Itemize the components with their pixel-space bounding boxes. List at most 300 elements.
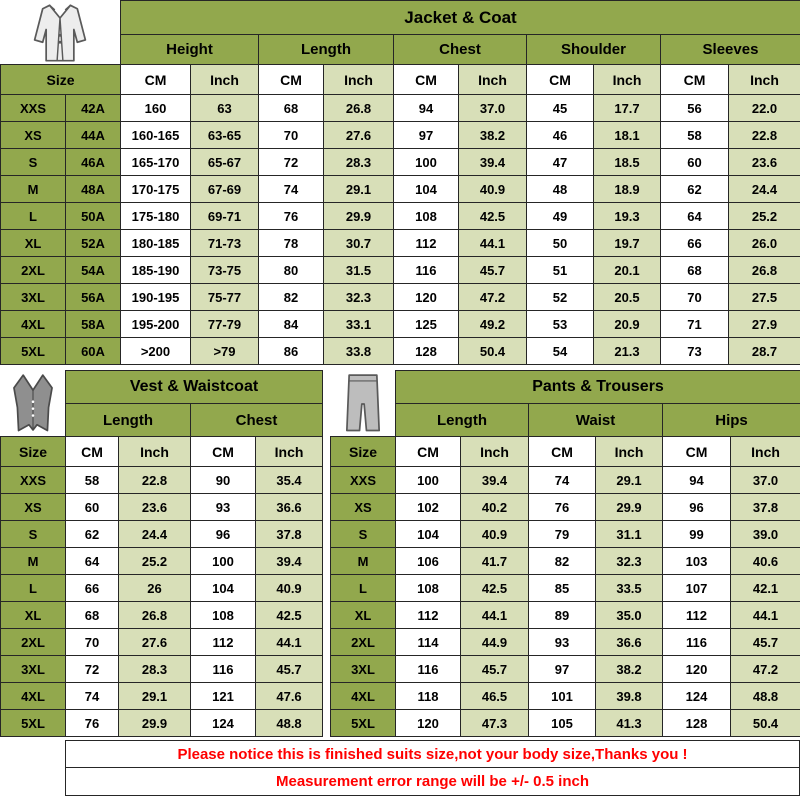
table-row — [1, 230, 800, 257]
notice-box — [65, 740, 800, 796]
table-row — [331, 521, 800, 548]
table-row — [1, 338, 800, 365]
value-cell: 37.0 — [731, 467, 800, 494]
value-cell: 107 — [663, 575, 731, 602]
value-cell: 50 — [527, 230, 594, 257]
value-cell: 82 — [529, 548, 596, 575]
value-cell: 38.2 — [459, 122, 527, 149]
cm-header: CM — [191, 437, 256, 467]
notice-line-2: Measurement error range will be +/- 0.5 inch — [65, 768, 800, 796]
value-cell: 66 — [66, 575, 119, 602]
value-cell: 70 — [661, 284, 729, 311]
value-cell: 47.6 — [256, 683, 323, 710]
value-cell: 63-65 — [191, 122, 259, 149]
size-cell: 4XL — [1, 683, 66, 710]
value-cell: 100 — [191, 548, 256, 575]
jacket-unit-row — [1, 65, 800, 95]
value-cell: 39.0 — [731, 521, 800, 548]
inch-header: Inch — [191, 65, 259, 95]
value-cell: 47 — [527, 149, 594, 176]
value-cell: 45.7 — [256, 656, 323, 683]
size-cell: 5XL — [1, 710, 66, 737]
vest-size-table — [0, 370, 323, 737]
size-cell: 5XL — [1, 338, 66, 365]
group-header-chest: Chest — [191, 404, 323, 437]
value-cell: 128 — [394, 338, 459, 365]
value-cell: 68 — [66, 602, 119, 629]
size-cell: L — [331, 575, 396, 602]
value-cell: 45.7 — [459, 257, 527, 284]
value-cell: 62 — [66, 521, 119, 548]
value-cell: 25.2 — [729, 203, 800, 230]
table-row — [1, 494, 323, 521]
value-cell: 96 — [191, 521, 256, 548]
value-cell: 40.2 — [461, 494, 529, 521]
suit-jacket-icon — [12, 3, 108, 63]
value-cell: 114 — [396, 629, 461, 656]
value-cell: 26 — [119, 575, 191, 602]
group-header-length: Length — [396, 404, 529, 437]
value-cell: 29.9 — [596, 494, 663, 521]
value-cell: 64 — [661, 203, 729, 230]
inch-header: Inch — [729, 65, 800, 95]
vest-icon — [5, 374, 61, 434]
value-cell: 73-75 — [191, 257, 259, 284]
size-cell: M — [331, 548, 396, 575]
size-cell: 2XL — [1, 257, 66, 284]
value-cell: 128 — [663, 710, 731, 737]
size-cell: XL — [1, 230, 66, 257]
value-cell: 104 — [191, 575, 256, 602]
value-cell: 18.9 — [594, 176, 661, 203]
value-cell: 39.4 — [461, 467, 529, 494]
value-cell: 20.1 — [594, 257, 661, 284]
table-row — [331, 467, 800, 494]
value-cell: 84 — [259, 311, 324, 338]
value-cell: 76 — [529, 494, 596, 521]
table-row — [331, 656, 800, 683]
value-cell: 90 — [191, 467, 256, 494]
size-cell: M — [1, 548, 66, 575]
size-cell: XXS — [1, 95, 66, 122]
table-row — [1, 656, 323, 683]
value-cell: 28.3 — [119, 656, 191, 683]
value-cell: 48.8 — [256, 710, 323, 737]
vest-unit-row — [1, 437, 323, 467]
value-cell: 65-67 — [191, 149, 259, 176]
size-cell: S — [331, 521, 396, 548]
size-header: Size — [331, 437, 396, 467]
value-cell: 58 — [66, 467, 119, 494]
inch-header: Inch — [459, 65, 527, 95]
value-cell: 68 — [661, 257, 729, 284]
value-cell: 71-73 — [191, 230, 259, 257]
size-cell: L — [1, 203, 66, 230]
value-cell: 24.4 — [729, 176, 800, 203]
value-cell: 100 — [394, 149, 459, 176]
value-cell: 29.1 — [324, 176, 394, 203]
value-cell: 170-175 — [121, 176, 191, 203]
value-cell: 185-190 — [121, 257, 191, 284]
value-cell: 108 — [394, 203, 459, 230]
value-cell: 19.7 — [594, 230, 661, 257]
size-cell: 56A — [66, 284, 121, 311]
inch-header: Inch — [596, 437, 663, 467]
value-cell: 27.5 — [729, 284, 800, 311]
group-header-hips: Hips — [663, 404, 800, 437]
value-cell: 68 — [259, 95, 324, 122]
value-cell: 40.6 — [731, 548, 800, 575]
value-cell: 33.8 — [324, 338, 394, 365]
value-cell: 49.2 — [459, 311, 527, 338]
value-cell: 42.5 — [459, 203, 527, 230]
value-cell: 116 — [663, 629, 731, 656]
value-cell: 77-79 — [191, 311, 259, 338]
value-cell: 108 — [191, 602, 256, 629]
value-cell: 72 — [259, 149, 324, 176]
value-cell: 94 — [663, 467, 731, 494]
table-row — [1, 602, 323, 629]
table-row — [1, 548, 323, 575]
value-cell: 74 — [529, 467, 596, 494]
value-cell: 47.2 — [459, 284, 527, 311]
group-header-chest: Chest — [394, 35, 527, 65]
value-cell: 27.6 — [119, 629, 191, 656]
cm-header: CM — [396, 437, 461, 467]
value-cell: 71 — [661, 311, 729, 338]
value-cell: 19.3 — [594, 203, 661, 230]
table-row — [331, 629, 800, 656]
value-cell: 79 — [529, 521, 596, 548]
value-cell: 48.8 — [731, 683, 800, 710]
value-cell: 29.9 — [324, 203, 394, 230]
cm-header: CM — [394, 65, 459, 95]
table-row — [1, 710, 323, 737]
value-cell: 112 — [394, 230, 459, 257]
value-cell: 103 — [663, 548, 731, 575]
value-cell: 74 — [259, 176, 324, 203]
value-cell: 36.6 — [596, 629, 663, 656]
table-row — [1, 467, 323, 494]
size-cell: 2XL — [1, 629, 66, 656]
size-cell: 60A — [66, 338, 121, 365]
value-cell: 73 — [661, 338, 729, 365]
value-cell: 46.5 — [461, 683, 529, 710]
table-row — [331, 548, 800, 575]
value-cell: 195-200 — [121, 311, 191, 338]
value-cell: 26.8 — [729, 257, 800, 284]
cm-header: CM — [66, 437, 119, 467]
value-cell: 76 — [259, 203, 324, 230]
value-cell: 74 — [66, 683, 119, 710]
cm-header: CM — [663, 437, 731, 467]
value-cell: 28.3 — [324, 149, 394, 176]
value-cell: 47.3 — [461, 710, 529, 737]
value-cell: 116 — [396, 656, 461, 683]
vest-table-body — [1, 467, 323, 737]
value-cell: 69-71 — [191, 203, 259, 230]
size-cell: XS — [331, 494, 396, 521]
table-row — [331, 575, 800, 602]
jacket-table-title: Jacket & Coat — [121, 1, 800, 35]
value-cell: 180-185 — [121, 230, 191, 257]
value-cell: 24.4 — [119, 521, 191, 548]
value-cell: 120 — [394, 284, 459, 311]
value-cell: 44.1 — [459, 230, 527, 257]
value-cell: 99 — [663, 521, 731, 548]
inch-header: Inch — [594, 65, 661, 95]
value-cell: 124 — [191, 710, 256, 737]
table-row — [1, 257, 800, 284]
value-cell: 39.4 — [459, 149, 527, 176]
size-cell: XXS — [331, 467, 396, 494]
size-cell: XL — [331, 602, 396, 629]
pants-unit-row — [331, 437, 800, 467]
group-header-sleeves: Sleeves — [661, 35, 800, 65]
pants-title-row — [331, 371, 800, 404]
value-cell: 44.9 — [461, 629, 529, 656]
value-cell: 89 — [529, 602, 596, 629]
value-cell: 104 — [396, 521, 461, 548]
value-cell: 67-69 — [191, 176, 259, 203]
value-cell: 17.7 — [594, 95, 661, 122]
value-cell: 44.1 — [461, 602, 529, 629]
cm-header: CM — [121, 65, 191, 95]
table-row — [331, 602, 800, 629]
inch-header: Inch — [119, 437, 191, 467]
size-cell: 52A — [66, 230, 121, 257]
value-cell: 100 — [396, 467, 461, 494]
size-cell: 4XL — [1, 311, 66, 338]
value-cell: 42.5 — [461, 575, 529, 602]
size-cell: S — [1, 149, 66, 176]
value-cell: 42.1 — [731, 575, 800, 602]
table-row — [331, 683, 800, 710]
value-cell: 102 — [396, 494, 461, 521]
value-cell: 93 — [191, 494, 256, 521]
value-cell: 47.2 — [731, 656, 800, 683]
value-cell: 70 — [259, 122, 324, 149]
table-row — [331, 710, 800, 737]
value-cell: 31.5 — [324, 257, 394, 284]
pants-table-body — [331, 467, 800, 737]
trousers-icon — [339, 374, 387, 434]
group-header-height: Height — [121, 35, 259, 65]
value-cell: 37.8 — [256, 521, 323, 548]
value-cell: 45 — [527, 95, 594, 122]
value-cell: >79 — [191, 338, 259, 365]
value-cell: 29.9 — [119, 710, 191, 737]
pants-table-title: Pants & Trousers — [396, 371, 800, 404]
value-cell: 32.3 — [596, 548, 663, 575]
value-cell: 48 — [527, 176, 594, 203]
size-cell: 4XL — [331, 683, 396, 710]
value-cell: 40.9 — [461, 521, 529, 548]
value-cell: 97 — [394, 122, 459, 149]
value-cell: 101 — [529, 683, 596, 710]
size-cell: 3XL — [1, 284, 66, 311]
value-cell: 29.1 — [119, 683, 191, 710]
value-cell: 38.2 — [596, 656, 663, 683]
value-cell: 36.6 — [256, 494, 323, 521]
table-row — [1, 122, 800, 149]
value-cell: 40.9 — [256, 575, 323, 602]
value-cell: 31.1 — [596, 521, 663, 548]
table-row — [1, 284, 800, 311]
value-cell: 108 — [396, 575, 461, 602]
group-header-length: Length — [259, 35, 394, 65]
size-cell: S — [1, 521, 66, 548]
value-cell: 82 — [259, 284, 324, 311]
size-cell: 3XL — [331, 656, 396, 683]
value-cell: 94 — [394, 95, 459, 122]
value-cell: 45.7 — [731, 629, 800, 656]
value-cell: 20.9 — [594, 311, 661, 338]
value-cell: 20.5 — [594, 284, 661, 311]
cm-header: CM — [259, 65, 324, 95]
value-cell: 46 — [527, 122, 594, 149]
size-cell: 2XL — [331, 629, 396, 656]
jacket-group-row — [1, 35, 800, 65]
size-cell: XXS — [1, 467, 66, 494]
value-cell: 86 — [259, 338, 324, 365]
value-cell: 93 — [529, 629, 596, 656]
group-header-waist: Waist — [529, 404, 663, 437]
value-cell: 190-195 — [121, 284, 191, 311]
cm-header: CM — [529, 437, 596, 467]
size-cell: L — [1, 575, 66, 602]
value-cell: 118 — [396, 683, 461, 710]
value-cell: 30.7 — [324, 230, 394, 257]
inch-header: Inch — [324, 65, 394, 95]
table-row — [1, 311, 800, 338]
value-cell: 54 — [527, 338, 594, 365]
inch-header: Inch — [256, 437, 323, 467]
size-cell: XL — [1, 602, 66, 629]
value-cell: 37.8 — [731, 494, 800, 521]
value-cell: 58 — [661, 122, 729, 149]
size-cell: XS — [1, 122, 66, 149]
group-header-shoulder: Shoulder — [527, 35, 661, 65]
value-cell: 104 — [394, 176, 459, 203]
value-cell: 22.0 — [729, 95, 800, 122]
value-cell: 44.1 — [256, 629, 323, 656]
value-cell: 112 — [191, 629, 256, 656]
value-cell: 18.1 — [594, 122, 661, 149]
table-row — [1, 629, 323, 656]
value-cell: 120 — [663, 656, 731, 683]
value-cell: 42.5 — [256, 602, 323, 629]
value-cell: 105 — [529, 710, 596, 737]
value-cell: 64 — [66, 548, 119, 575]
value-cell: 60 — [661, 149, 729, 176]
value-cell: 80 — [259, 257, 324, 284]
value-cell: 25.2 — [119, 548, 191, 575]
inch-header: Inch — [731, 437, 800, 467]
size-cell: 58A — [66, 311, 121, 338]
pants-size-table — [330, 370, 800, 737]
value-cell: 35.4 — [256, 467, 323, 494]
value-cell: 33.1 — [324, 311, 394, 338]
table-row — [1, 95, 800, 122]
value-cell: 70 — [66, 629, 119, 656]
value-cell: 60 — [66, 494, 119, 521]
value-cell: 45.7 — [461, 656, 529, 683]
jacket-size-table — [0, 0, 800, 365]
value-cell: 26.8 — [119, 602, 191, 629]
group-header-length: Length — [66, 404, 191, 437]
value-cell: 72 — [66, 656, 119, 683]
value-cell: 112 — [396, 602, 461, 629]
value-cell: 44.1 — [731, 602, 800, 629]
value-cell: 160-165 — [121, 122, 191, 149]
inch-header: Inch — [461, 437, 529, 467]
table-row — [1, 203, 800, 230]
value-cell: 35.0 — [596, 602, 663, 629]
vest-image-cell — [1, 371, 66, 437]
value-cell: >200 — [121, 338, 191, 365]
value-cell: 27.6 — [324, 122, 394, 149]
value-cell: 28.7 — [729, 338, 800, 365]
vest-table-title: Vest & Waistcoat — [66, 371, 323, 404]
value-cell: 39.4 — [256, 548, 323, 575]
table-row — [1, 575, 323, 602]
value-cell: 124 — [663, 683, 731, 710]
value-cell: 120 — [396, 710, 461, 737]
value-cell: 121 — [191, 683, 256, 710]
value-cell: 78 — [259, 230, 324, 257]
value-cell: 40.9 — [459, 176, 527, 203]
value-cell: 66 — [661, 230, 729, 257]
size-cell: 54A — [66, 257, 121, 284]
pants-image-cell — [331, 371, 396, 437]
size-cell: M — [1, 176, 66, 203]
size-header: Size — [1, 437, 66, 467]
jacket-table-body — [1, 95, 800, 365]
value-cell: 112 — [663, 602, 731, 629]
value-cell: 50.4 — [731, 710, 800, 737]
value-cell: 18.5 — [594, 149, 661, 176]
value-cell: 85 — [529, 575, 596, 602]
vest-title-row — [1, 371, 323, 404]
size-header: Size — [1, 65, 121, 95]
value-cell: 29.1 — [596, 467, 663, 494]
value-cell: 96 — [663, 494, 731, 521]
value-cell: 23.6 — [119, 494, 191, 521]
table-row — [1, 176, 800, 203]
size-cell: 48A — [66, 176, 121, 203]
table-row — [1, 149, 800, 176]
jacket-image-cell — [1, 1, 121, 65]
value-cell: 75-77 — [191, 284, 259, 311]
value-cell: 41.3 — [596, 710, 663, 737]
pants-group-row — [331, 404, 800, 437]
value-cell: 116 — [191, 656, 256, 683]
value-cell: 56 — [661, 95, 729, 122]
size-cell: 46A — [66, 149, 121, 176]
value-cell: 97 — [529, 656, 596, 683]
value-cell: 32.3 — [324, 284, 394, 311]
value-cell: 26.0 — [729, 230, 800, 257]
value-cell: 50.4 — [459, 338, 527, 365]
value-cell: 22.8 — [119, 467, 191, 494]
value-cell: 49 — [527, 203, 594, 230]
value-cell: 23.6 — [729, 149, 800, 176]
value-cell: 63 — [191, 95, 259, 122]
size-cell: 44A — [66, 122, 121, 149]
size-cell: 42A — [66, 95, 121, 122]
value-cell: 33.5 — [596, 575, 663, 602]
